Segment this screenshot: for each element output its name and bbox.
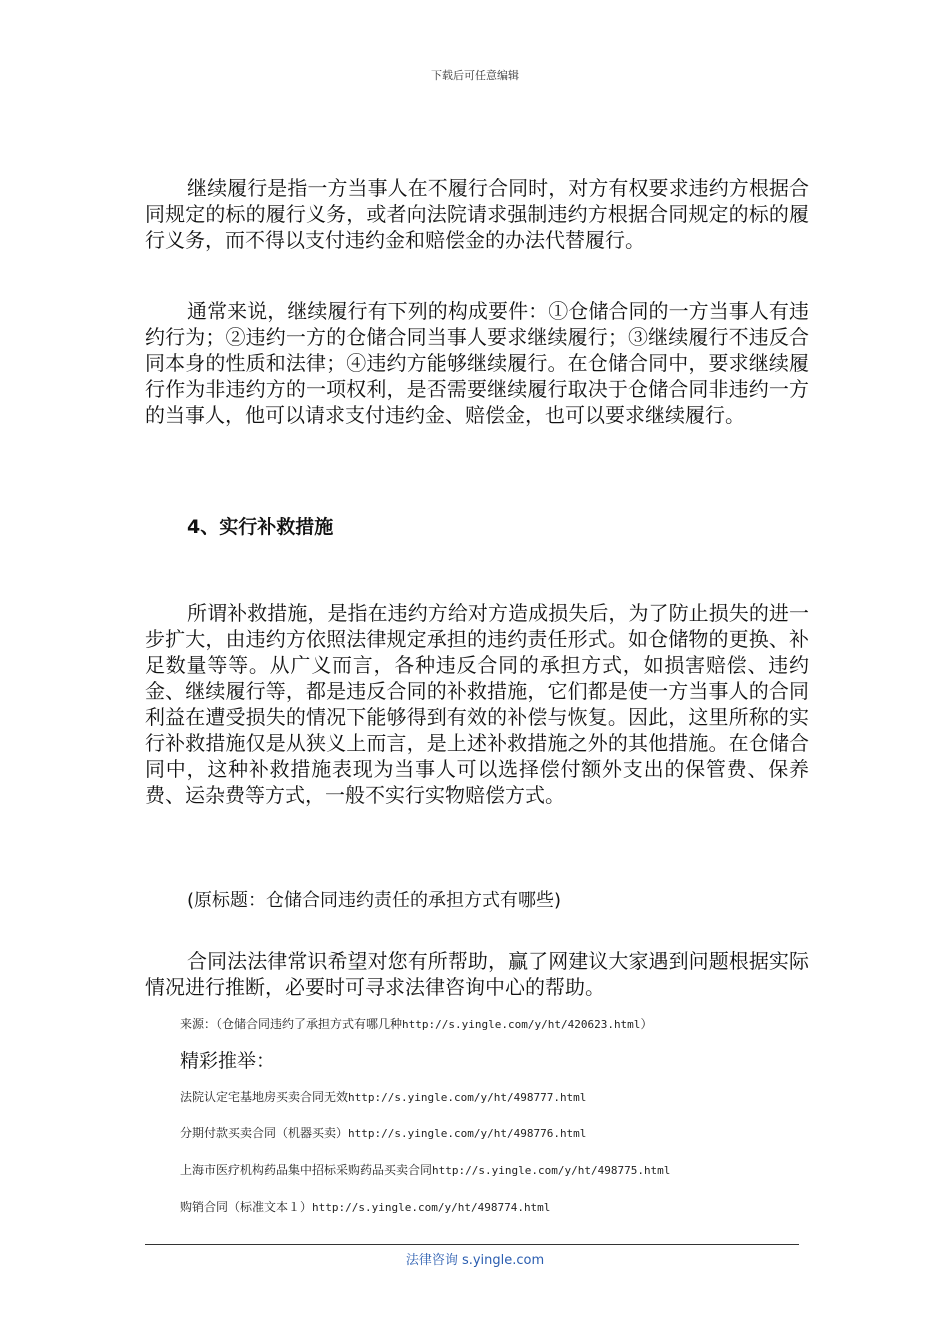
source-prefix: 来源：（仓储合同违约了承担方式有哪几种 <box>180 1017 403 1031</box>
section-heading: 4、实行补救措施 <box>187 516 334 538</box>
source-suffix: ） <box>640 1017 653 1031</box>
recommend-item-link[interactable]: http://s.yingle.com/y/ht/498776.html <box>348 1127 587 1140</box>
recommend-title: 精彩推举： <box>180 1050 276 1072</box>
source-link[interactable]: http://s.yingle.com/y/ht/420623.html <box>402 1018 641 1031</box>
original-title: (原标题：仓储合同违约责任的承担方式有哪些) <box>187 890 562 911</box>
footer-link[interactable]: 法律咨询 s.yingle.com <box>405 1253 545 1268</box>
recommend-item-text: 分期付款买卖合同（机器买卖） <box>180 1126 349 1140</box>
paragraph-remedial-measures: 所谓补救措施，是指在违约方给对方造成损失后，为了防止损失的进一步扩大，由违约方依照法律规定承担的违约责任形式。如仓储物的更换、补足数量等等。从广义而言，各种违反合同的承担方式，如损害赔偿、违约金、继续履行等，都是违反合同的补救措施，它们都是使一方当事人的合同利益在遭受损失的情况下能够得到有效的补偿与恢复。因此，这里所称的实行补救措施仅是从狭义上而言，是上述补救措施之外的其他措施。在仓储合同中，这种补救措施表现为当事人可以选择偿付额外支出的保管费、保养费、运杂费等方式，一般不实行实物赔偿方式。 <box>145 601 809 807</box>
recommend-item <box>180 1088 586 1105</box>
recommend-item <box>180 1161 670 1178</box>
paragraph-closing: 合同法法律常识希望对您有所帮助，赢了网建议大家遇到问题根据实际情况进行推断，必要时可寻求法律咨询中心的帮助。 <box>145 949 809 999</box>
recommend-item-link[interactable]: http://s.yingle.com/y/ht/498775.html <box>432 1164 671 1177</box>
source-line <box>180 1015 652 1032</box>
recommend-item-text: 购销合同（标准文本１） <box>180 1200 313 1214</box>
recommend-item-text: 法院认定宅基地房买卖合同无效 <box>180 1090 349 1104</box>
page-header: 下载后可任意编辑 <box>431 69 519 82</box>
recommend-item <box>180 1198 550 1215</box>
recommend-item-link[interactable]: http://s.yingle.com/y/ht/498774.html <box>312 1201 551 1214</box>
recommend-item <box>180 1124 586 1141</box>
paragraph-continued-performance: 继续履行是指一方当事人在不履行合同时，对方有权要求违约方根据合同规定的标的履行义务，或者向法院请求强制违约方根据合同规定的标的履行义务，而不得以支付违约金和赔偿金的办法代替履行。 <box>145 176 809 252</box>
recommend-item-link[interactable]: http://s.yingle.com/y/ht/498777.html <box>348 1091 587 1104</box>
paragraph-constituent-elements: 通常来说，继续履行有下列的构成要件：①仓储合同的一方当事人有违约行为；②违约一方的仓储合同当事人要求继续履行；③继续履行不违反合同本身的性质和法律；④违约方能够继续履行。在仓储合同中，要求继续履行作为非违约方的一项权利，是否需要继续履行取决于仓储合同非违约一方的当事人，他可以请求支付违约金、赔偿金，也可以要求继续履行。 <box>145 299 809 427</box>
recommend-item-text: 上海市医疗机构药品集中招标采购药品买卖合同 <box>180 1163 433 1177</box>
footer-divider <box>145 1244 799 1245</box>
